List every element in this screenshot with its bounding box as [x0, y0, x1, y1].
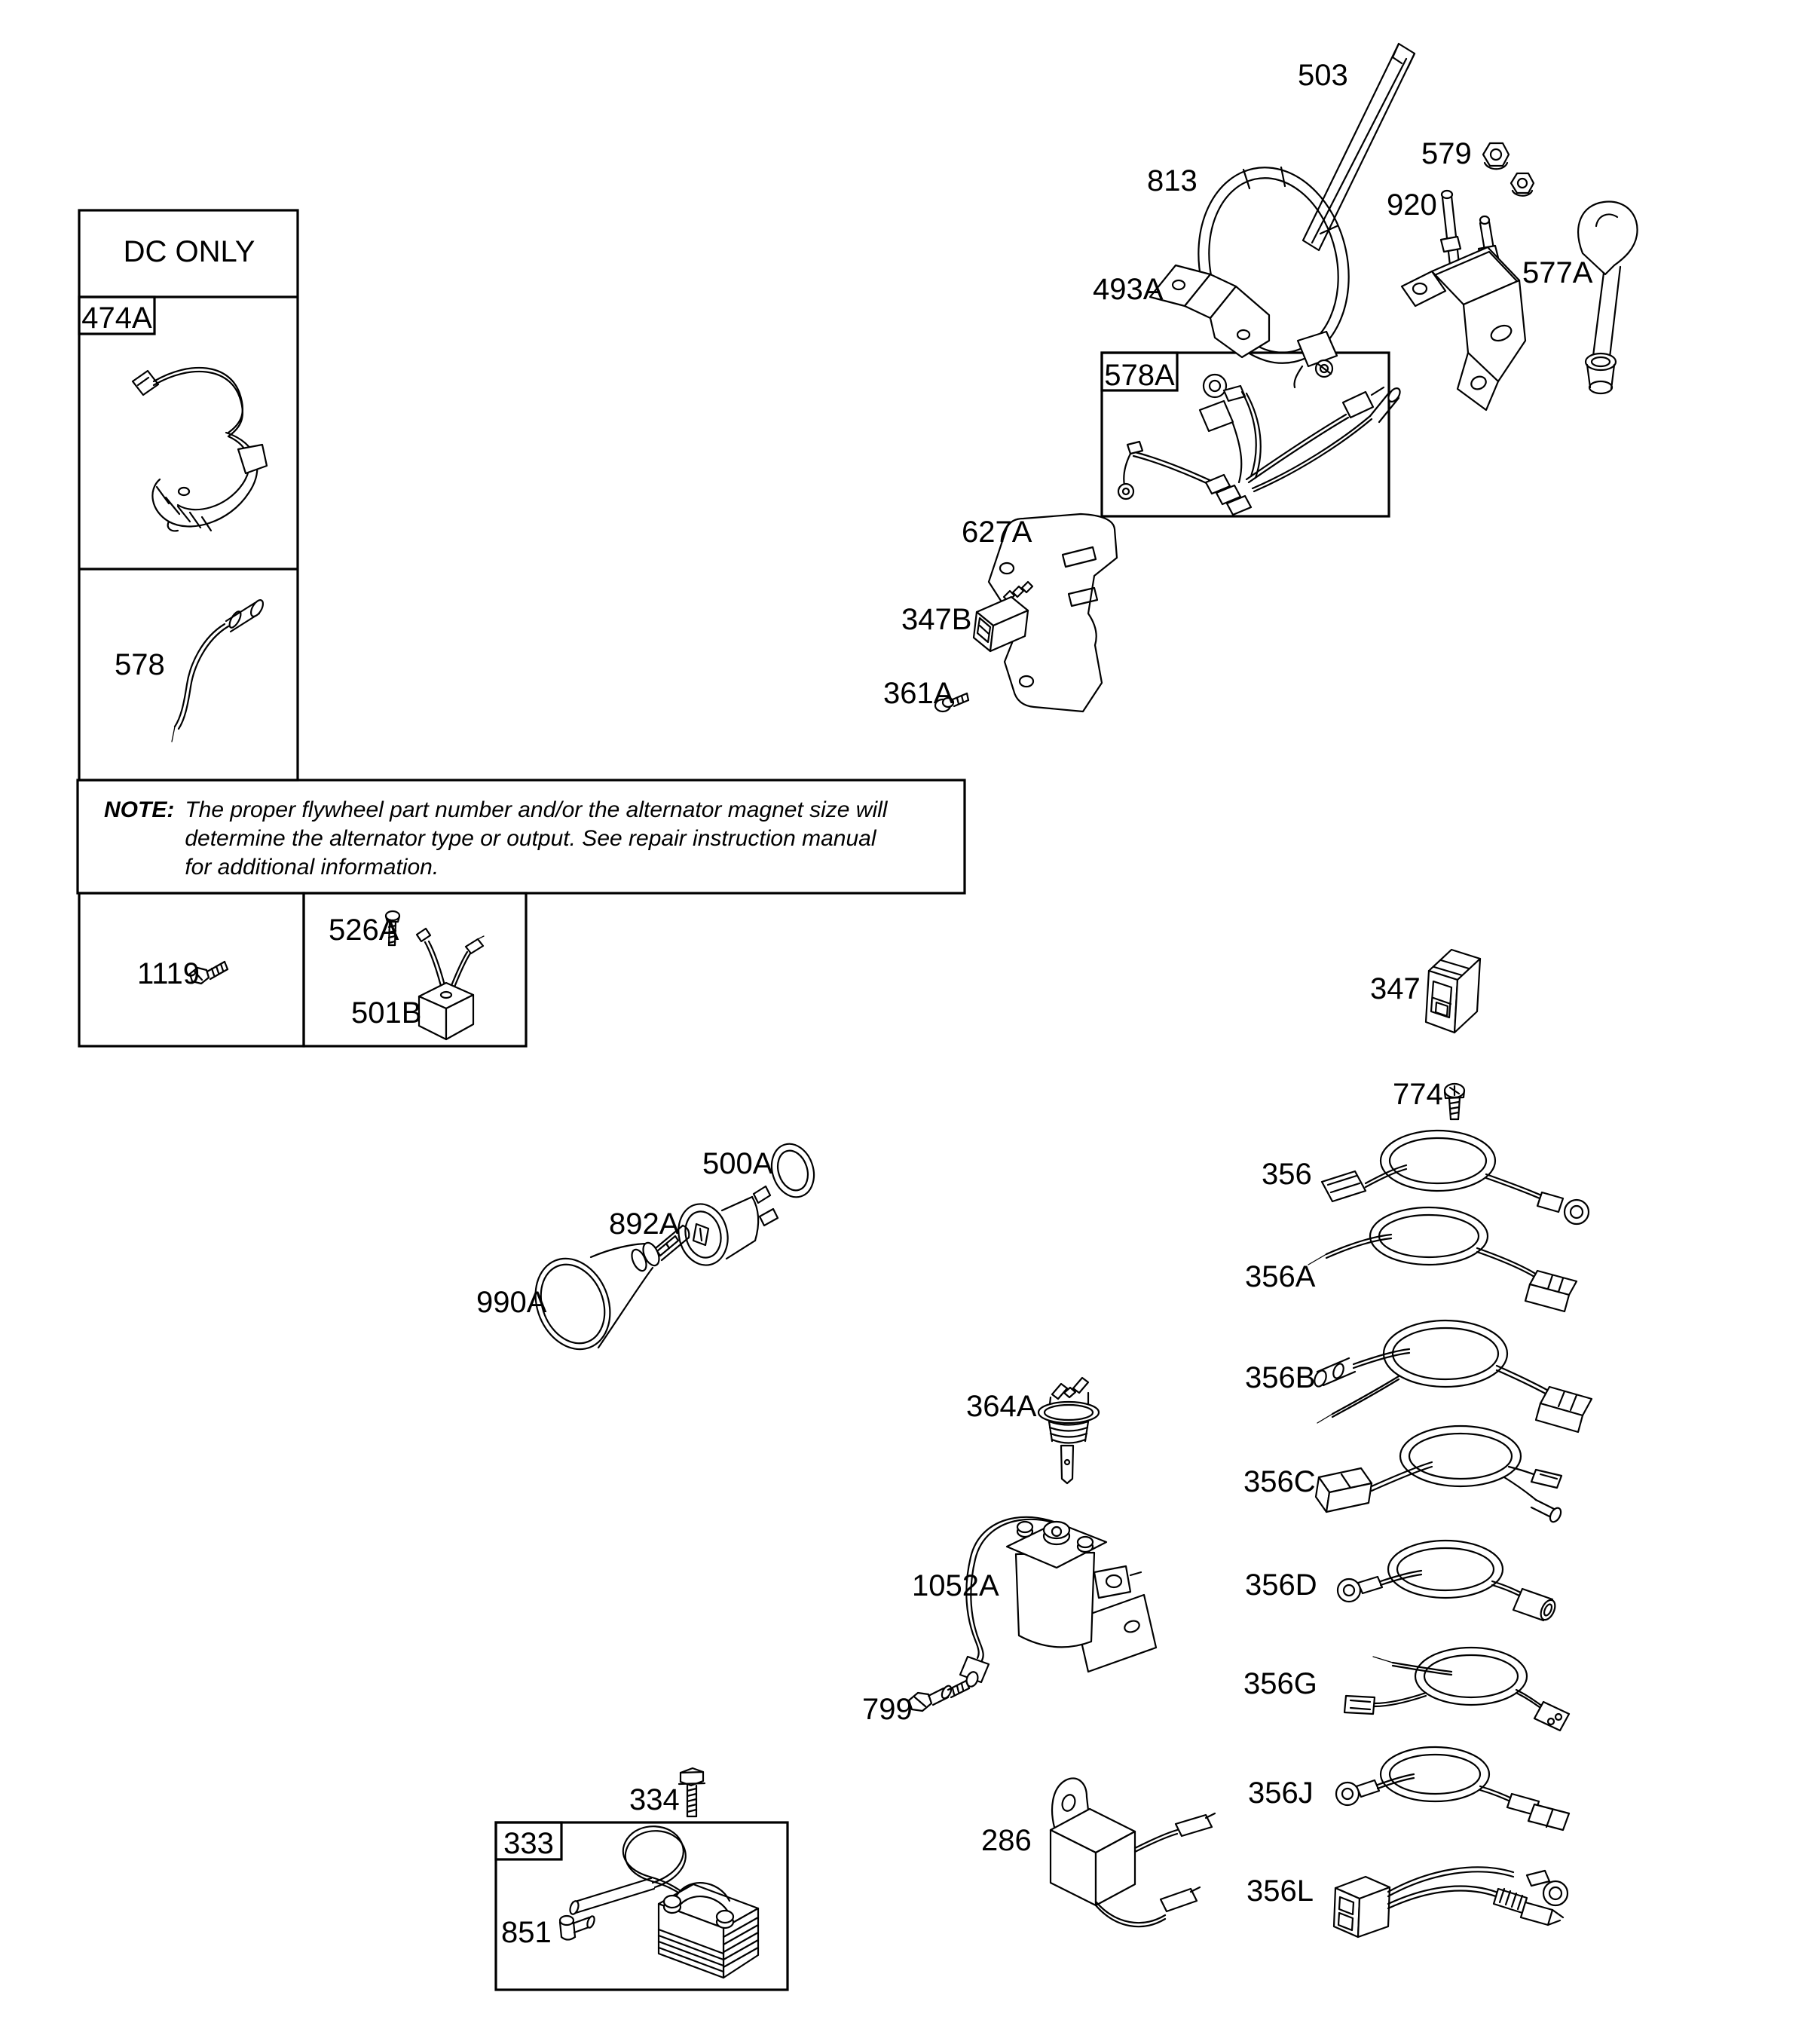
part-label-851: 851 [501, 1916, 552, 1949]
part-578-cable-drawing [172, 598, 265, 742]
part-500a-seal-drawing [765, 1138, 821, 1202]
part-label-356d: 356D [1245, 1568, 1317, 1602]
part-892a-key-switch-drawing [672, 1186, 778, 1271]
note-body: The proper flywheel part number and/or the alternator magnet size will determine the alternator type or output. See repair instruction manual for additional information. [185, 797, 888, 880]
part-286-module-drawing [1051, 1778, 1215, 1926]
part-label-356c: 356C [1243, 1465, 1316, 1498]
part-label-503: 503 [1298, 59, 1348, 92]
part-label-813: 813 [1147, 164, 1198, 197]
part-356j-wire-drawing [1336, 1747, 1569, 1830]
part-474a-stator-drawing [133, 368, 267, 531]
part-label-361a: 361A [883, 677, 954, 710]
part-920-terminal-assembly-drawing [1402, 191, 1525, 410]
note-text [104, 796, 887, 882]
part-label-364a: 364A [966, 1390, 1037, 1423]
note-prefix: NOTE: [104, 797, 175, 822]
part-label-347: 347 [1370, 972, 1421, 1005]
part-label-356g: 356G [1243, 1667, 1317, 1700]
part-label-892a: 892A [609, 1207, 680, 1241]
part-356a-wire-drawing [1308, 1207, 1577, 1311]
part-label-578a: 578A [1104, 359, 1175, 392]
part-label-1119: 1119 [137, 957, 200, 990]
part-356b-wire-drawing [1312, 1320, 1592, 1432]
part-label-347b: 347B [901, 603, 972, 636]
part-label-526a: 526A [329, 913, 399, 947]
part-356l-wire-drawing [1334, 1867, 1568, 1937]
part-347-switch-drawing [1426, 950, 1480, 1033]
part-579-locknuts-drawing [1483, 143, 1534, 196]
dc-only-title: DC ONLY [123, 235, 255, 268]
part-356g-wire-drawing [1344, 1648, 1569, 1731]
part-label-356: 356 [1262, 1158, 1312, 1191]
part-356c-wire-drawing [1316, 1426, 1563, 1524]
part-label-920: 920 [1387, 188, 1437, 222]
part-label-356b: 356B [1245, 1361, 1316, 1394]
part-label-286: 286 [981, 1824, 1032, 1857]
part-label-1052a: 1052A [912, 1569, 999, 1602]
part-label-501b: 501B [351, 996, 422, 1030]
part-label-578: 578 [115, 648, 165, 681]
part-578a-harness-drawing [1118, 375, 1402, 515]
part-356d-wire-drawing [1338, 1541, 1558, 1622]
part-label-577a: 577A [1522, 256, 1593, 289]
part-333-armature-drawing [568, 1826, 758, 1978]
part-label-334: 334 [629, 1783, 680, 1816]
part-493a-bracket-drawing [1150, 265, 1269, 357]
part-577a-spark-plug-boot-drawing [1578, 202, 1637, 393]
part-label-356j: 356J [1248, 1776, 1314, 1810]
part-label-333: 333 [503, 1827, 554, 1860]
part-label-356l: 356L [1246, 1874, 1314, 1908]
part-label-799: 799 [862, 1693, 913, 1726]
part-label-990a: 990A [476, 1286, 547, 1319]
part-label-493a: 493A [1093, 273, 1164, 306]
part-799-fitting-drawing [909, 1681, 969, 1711]
part-label-356a: 356A [1245, 1260, 1316, 1293]
part-334-bolt-drawing [679, 1768, 705, 1816]
part-label-474a: 474A [81, 301, 152, 335]
part-990a-key-drawing [522, 1226, 689, 1360]
part-851-terminal-drawing [560, 1915, 595, 1939]
part-label-627a: 627A [962, 516, 1032, 549]
part-501b-module-drawing [417, 929, 484, 1039]
part-label-774: 774 [1393, 1078, 1443, 1111]
part-label-579: 579 [1421, 137, 1472, 170]
part-label-500a: 500A [702, 1147, 773, 1180]
part-364a-oil-switch-drawing [1038, 1378, 1099, 1483]
part-774-screw-drawing [1445, 1084, 1464, 1119]
